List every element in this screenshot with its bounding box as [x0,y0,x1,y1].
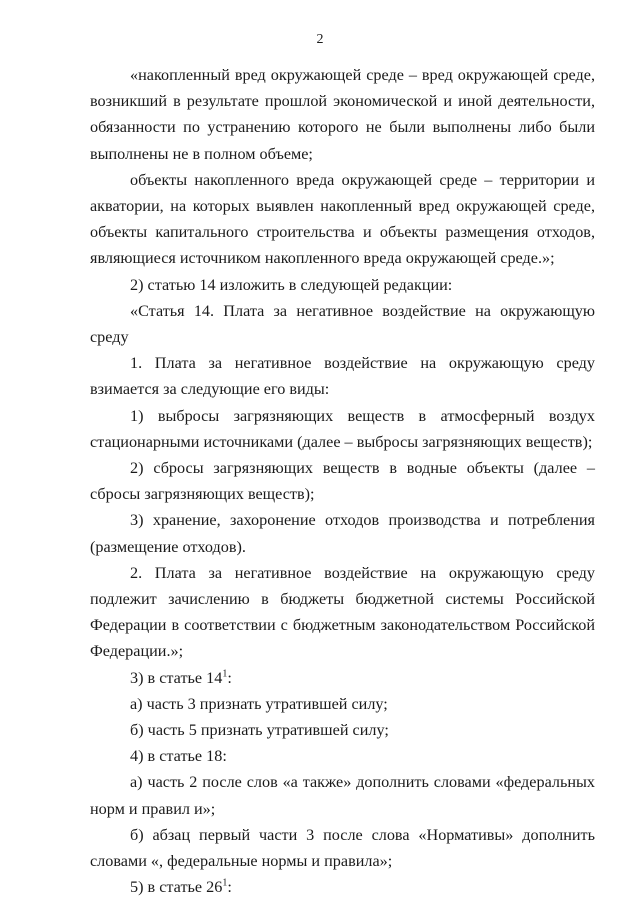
paragraph-item-4b: б) абзац первый части 3 после слова «Нормативы» дополнить словами «, федеральные нормы и правила»; [90,825,595,871]
paragraph-item-5 [90,874,595,900]
paragraph-item-4: 4) в статье 18: [130,747,227,766]
paragraph-article-14-part-2: 2. Плата за негативное воздействие на окружающую среду подлежит зачислению в бюджеты бюджетной системы Российской Федерации в соответствии с бюджетным законодательством Российской Федерации.»; [90,563,595,661]
paragraph-item-3a: а) часть 3 признать утратившей силу; [130,694,388,713]
item-5-text: 5) в статье 26 [130,878,223,897]
item-5-after: : [227,878,232,897]
paragraph-item-4a: а) часть 2 после слов «а также» дополнить словами «федеральных норм и правил и»; [90,773,595,818]
paragraph-article-14-title: «Статья 14. Плата за негативное воздействие на окружающую среду [90,301,595,347]
paragraph-article-14-part-1: 1. Плата за негативное воздействие на окружающую среду взимается за следующие его виды: [90,354,595,399]
item-3-superscript: 1 [222,668,228,680]
item-5-superscript: 1 [222,877,228,889]
item-3-text: 3) в статье 14 [130,668,223,687]
paragraph-definition-accumulated-harm: «накопленный вред окружающей среде – вред окружающей среде, возникший в результате прошлой экономической и иной деятельности, обязанности по устранению которого не были выполнены либо были выполнены не в полном объеме; [90,66,595,163]
paragraph-definition-harm-objects: объекты накопленного вреда окружающей среде – территории и акватории, на которых выявлен накопленный вред окружающей среде, объекты капитального строительства и объекты размещения отходов, являющиеся источником накопленного вреда окружающей среде.»; [90,170,595,268]
item-3-after: : [227,668,232,687]
paragraph-emissions: 1) выбросы загрязняющих веществ в атмосферный воздух стационарными источниками (далее – выбросы загрязняющих веществ); [90,406,595,451]
paragraph-item-3 [90,665,595,691]
document-body [90,62,595,901]
page-number: 2 [316,32,324,47]
paragraph-discharges: 2) сбросы загрязняющих веществ в водные объекты (далее – сбросы загрязняющих веществ); [90,459,595,504]
paragraph-item-2: 2) статью 14 изложить в следующей редакции: [130,275,453,294]
paragraph-item-3b: б) часть 5 признать утратившей силу; [130,721,389,740]
paragraph-waste-storage: 3) хранение, захоронение отходов производства и потребления (размещение отходов). [90,511,595,556]
